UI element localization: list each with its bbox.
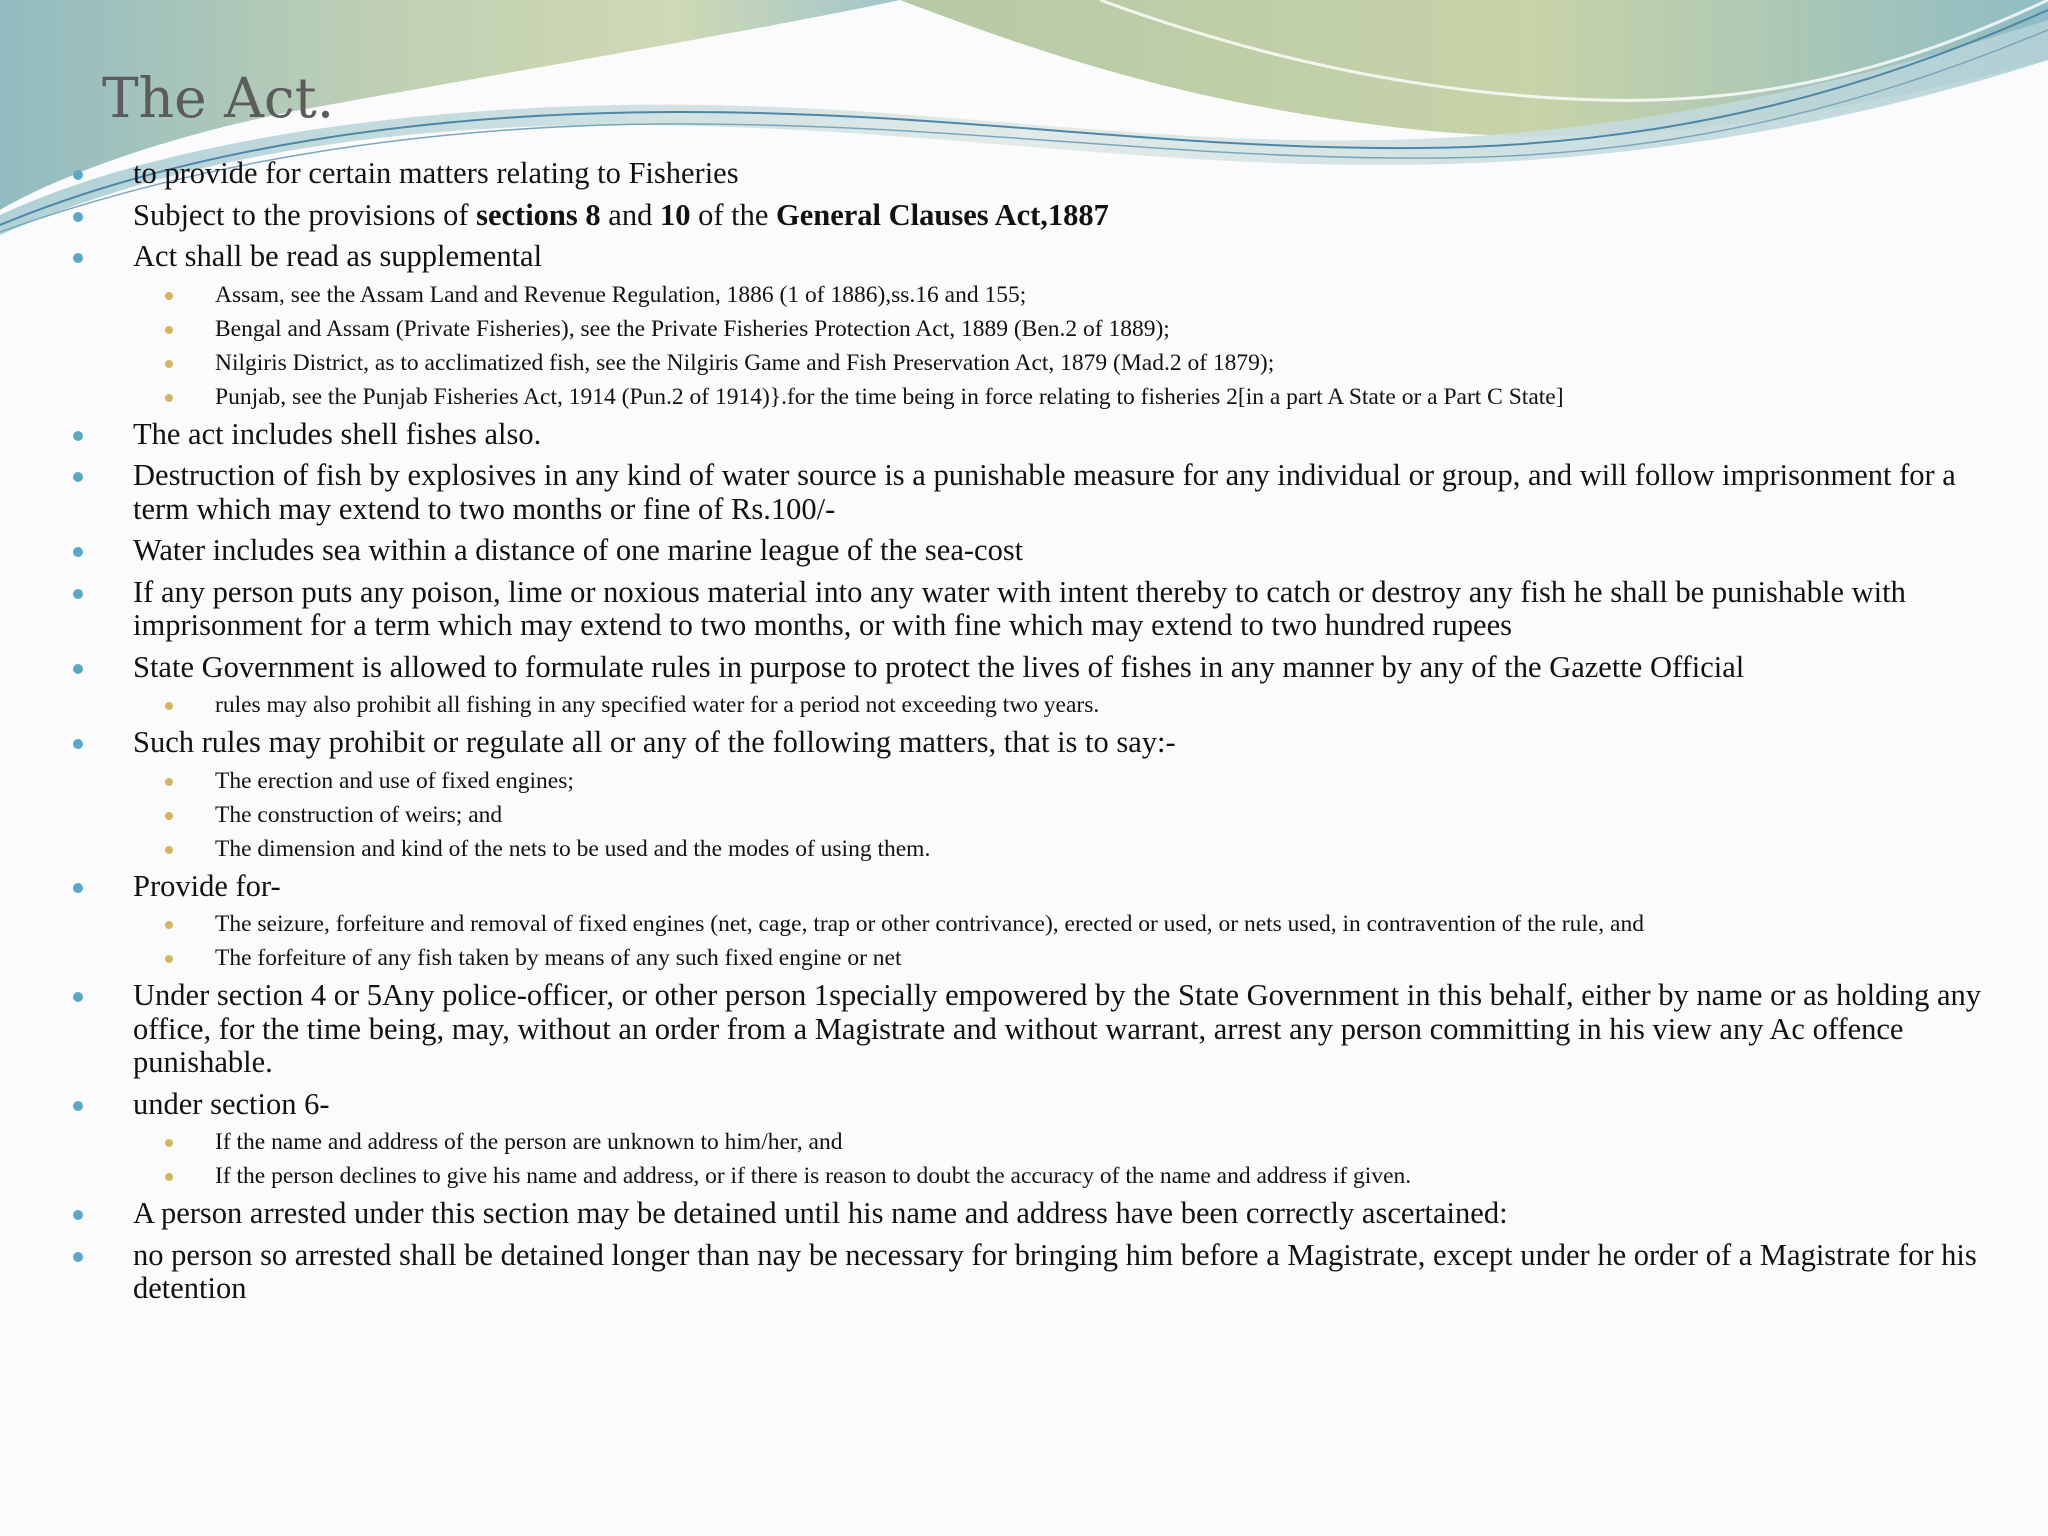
- sub-bullet-dot-icon: [165, 1173, 173, 1181]
- sub-bullet-dot-icon: [165, 812, 173, 820]
- bullet-dot-icon: [73, 739, 83, 749]
- bullet-dot-icon: [73, 1210, 83, 1220]
- bullet-text: no person so arrested shall be detained longer than nay be necessary for bringing him before a Magistrate, except under he order of a Magistrate for his detention: [133, 1237, 1977, 1305]
- bullet-item: [133, 1239, 1983, 1314]
- bullet-item: [133, 418, 1983, 460]
- sub-bullet-item: [215, 768, 2015, 802]
- bullet-text: Assam, see the Assam Land and Revenue Regulation, 1886 (1 of 1886),ss.16 and 155;: [215, 281, 1027, 308]
- bullet-item: [133, 240, 1983, 282]
- text-run: and: [600, 197, 660, 232]
- bullet-text: State Government is allowed to formulate rules in purpose to protect the lives of fishes in any manner by any of the Gazette Official: [133, 649, 1745, 684]
- bullet-item: [133, 1088, 1983, 1130]
- bullet-text: Act shall be read as supplemental: [133, 239, 543, 273]
- sub-bullet-item: [215, 282, 2015, 316]
- slide-title: The Act.: [102, 66, 335, 130]
- bullet-dot-icon: [73, 472, 83, 482]
- bullet-text: rules may also prohibit all fishing in any specified water for a period not exceeding two years.: [215, 692, 1100, 718]
- bullet-text: The dimension and kind of the nets to be used and the modes of using them.: [215, 835, 931, 862]
- bullet-text: [133, 198, 1109, 232]
- sub-bullet-item: [215, 1163, 2015, 1197]
- bullet-text: A person arrested under this section may be detained until his name and address have been correctly ascertained:: [133, 1196, 1508, 1230]
- sub-bullet-item: [215, 911, 2015, 945]
- bullet-dot-icon: [73, 992, 83, 1002]
- sub-bullet-item: [215, 350, 2015, 384]
- bullet-item: [133, 1197, 1983, 1239]
- bullet-text: The erection and use of fixed engines;: [215, 767, 574, 794]
- bullet-text: Such rules may prohibit or regulate all or any of the following matters, that is to say:-: [133, 725, 1176, 759]
- bullet-dot-icon: [73, 883, 83, 893]
- bullet-dot-icon: [73, 431, 83, 441]
- sub-bullet-item: [215, 692, 2015, 726]
- bullet-dot-icon: [73, 253, 83, 263]
- bullet-item: [133, 534, 1983, 576]
- bullet-item: [133, 157, 1983, 199]
- bullet-dot-icon: [73, 212, 83, 222]
- bullet-dot-icon: [73, 589, 83, 599]
- bullet-text: The construction of weirs; and: [215, 801, 503, 828]
- sub-bullet-dot-icon: [165, 778, 173, 786]
- sub-bullet-dot-icon: [165, 292, 173, 300]
- bullet-text: If any person puts any poison, lime or noxious material into any water with intent thereby to catch or destroy any fish he shall be punishable with imprisonment for a term which may extend to two months, or with fine which may extend to two hundred rupees: [133, 574, 1906, 642]
- bullet-dot-icon: [73, 1101, 83, 1111]
- bold-text-run: General Clauses Act,1887: [776, 197, 1109, 232]
- bullet-text: If the name and address of the person are unknown to him/her, and: [215, 1129, 843, 1155]
- bullet-text: Provide for-: [133, 868, 281, 903]
- bullet-text: If the person declines to give his name and address, or if there is reason to doubt the accuracy of the name and address if given.: [215, 1163, 1412, 1189]
- bullet-item: [133, 979, 1983, 1088]
- bullet-text: Destruction of fish by explosives in any kind of water source is a punishable measure for any individual or group, and will follow imprisonment for a term which may extend to two months or fine of Rs.100/-: [133, 458, 1956, 526]
- bullet-item: [133, 651, 1983, 693]
- sub-bullet-item: [215, 384, 2015, 418]
- bullet-text: Nilgiris District, as to acclimatized fish, see the Nilgiris Game and Fish Preservation Act, 1879 (Mad.2 of 1879);: [215, 349, 1275, 376]
- sub-bullet-item: [215, 836, 2015, 870]
- bullet-text: The seizure, forfeiture and removal of fixed engines (net, cage, trap or other contrivance), erected or used, or nets used, in contravention of the rule, and: [215, 911, 1644, 937]
- sub-bullet-dot-icon: [165, 360, 173, 368]
- sub-bullet-dot-icon: [165, 326, 173, 334]
- text-run: Subject to the provisions of: [133, 197, 477, 232]
- bullet-dot-icon: [73, 170, 83, 180]
- bullet-text: Punjab, see the Punjab Fisheries Act, 1914 (Pun.2 of 1914)}.for the time being in force relating to fisheries 2[in a part A State or a Part C State]: [215, 383, 1564, 410]
- bold-text-run: 10: [659, 197, 691, 232]
- bullet-item: [133, 199, 1983, 241]
- sub-bullet-item: [215, 945, 2015, 979]
- sub-bullet-dot-icon: [165, 1139, 173, 1147]
- bullet-text: to provide for certain matters relating to Fisheries: [133, 156, 739, 190]
- sub-bullet-dot-icon: [165, 921, 173, 929]
- bullet-item: [133, 576, 1983, 651]
- bullet-dot-icon: [73, 664, 83, 674]
- sub-bullet-dot-icon: [165, 702, 173, 710]
- bullet-dot-icon: [73, 547, 83, 557]
- bullet-text: under section 6-: [133, 1086, 330, 1121]
- sub-bullet-item: [215, 1129, 2015, 1163]
- bold-text-run: sections 8: [476, 197, 601, 232]
- sub-bullet-item: [215, 316, 2015, 350]
- bullet-item: [133, 459, 1983, 534]
- sub-bullet-dot-icon: [165, 955, 173, 963]
- bullet-text: The act includes shell fishes also.: [133, 416, 542, 451]
- sub-bullet-dot-icon: [165, 846, 173, 854]
- bullet-item: [133, 870, 1983, 912]
- text-run: of the: [690, 197, 776, 232]
- bullet-text: Water includes sea within a distance of one marine league of the sea-cost: [133, 533, 1024, 567]
- bullet-text: Bengal and Assam (Private Fisheries), see the Private Fisheries Protection Act, 1889 (Ben.2 of 1889);: [215, 315, 1170, 342]
- bullet-text: The forfeiture of any fish taken by means of any such fixed engine or net: [215, 945, 902, 971]
- bullet-dot-icon: [73, 1252, 83, 1262]
- sub-bullet-item: [215, 802, 2015, 836]
- bullet-item: [133, 726, 1983, 768]
- bullet-text: Under section 4 or 5Any police-officer, or other person 1specially empowered by the State Government in this behalf, either by name or as holding any office, for the time being, may, without an order from a Magistrate and without warrant, arrest any person committing in his view any Ac offence punishable.: [133, 978, 1982, 1079]
- sub-bullet-dot-icon: [165, 394, 173, 402]
- bullet-list: [0, 157, 2048, 1314]
